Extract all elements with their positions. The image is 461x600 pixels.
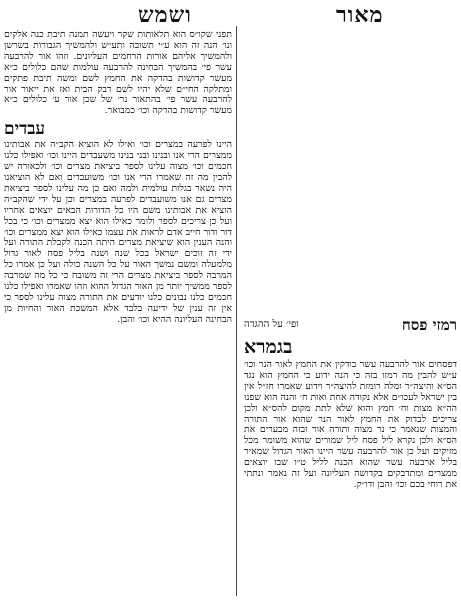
- left-column-title: ושמש: [138, 2, 192, 28]
- right-column-title: מאור: [336, 2, 384, 28]
- right-column: [244, 316, 457, 596]
- left-paragraph-2: היינו לפרעה במצרים וכו׳ ואילו לא הוציא הקב״ה את אבותינו ממצרים הרי אנו ובנינו ובני בנינו משעבדים היינו וכו׳ ואפילו כלנו חכמים וכו׳ מצוה עלינו לספר ביציאת מצרים וכו׳ ולכאורה יש להבין מה זה שאמרו הרי אנו וכו׳ משועבדים ואם לא הוציאנו היה נשאר בגלות עולמית ולמה ואם כן מה עלינו לספר ביציאת מצרים גם אנו משועבדים לפרעה במצרים וכן על ידי שהקב״ה הוציא את אבותינו משם היו כל הדורות הבאים יוצאים אחריו ועל כן צריכים לספר ולומר כאילו הוא יצא ממצרים וכו׳ כי בכל דור ודור חייב אדם לראות את עצמו כאילו הוא יצא ממצרים וכו׳ והנה הענין הוא שיציאת מצרים היתה הכנה לקבלת התורה ועל ידי זה זוכים ישראל בכל שנה ושנה בליל פסח לאור גדול מלמעלה ומשם נמשך האור על כל השנה כולה ועל כן אמרו כל המרבה לספר ביציאת מצרים הרי זה משובח כי כל מה שמרבה לספר ממשיך יותר מן האור הגדול ההוא וזהו שאמרו ואפילו כלנו חכמים כלנו נבונים כלנו יודעים את התורה מצוה עלינו לספר כי אין זה ענין של ידיעה בלבד אלא המשכת האור והחיות מן הבחינה העליונה ההיא וכו׳ והבן.: [4, 139, 232, 325]
- column-divider: [236, 26, 237, 596]
- right-section-title-sub: ופי׳ על ההגדה: [244, 319, 299, 330]
- left-column: [4, 30, 232, 596]
- left-section-heading: עבדים: [4, 119, 46, 140]
- right-section-title: [244, 316, 457, 334]
- left-paragraph-1: תפני שקו״ס הוא תלאותות שקר ויעשה תמנה תיבת כנה אלקים ונו׳ הנה זה הוא ע״י תשובה ותע״ש ולהמשיך הגבורות בשרשן ולהמשיך אליהם אורות הרחמים העליונים. וזהו אור להרבעה עשר פי׳ בהמשיך הבחינה להרבעה עולמות שהם כלולים כ״א מעשר קדושות בהדקה את החמץ לשם ומשה תיבת פתקים ומתלקה החי״ם שלא יהיו לשם דבק הבית ואז את ייאור אור להרבעה עשר פי׳ בהתאור נר׳ של שכן אור ע׳ כלולים כ״א מעשר קדושות בהדקה וכו׳ כמבואר.: [4, 30, 232, 117]
- page-header: [0, 2, 461, 28]
- right-paragraph: דפסחים אור להרבעה עשר בודקין את החמץ לאור הנר וכו׳ ע״ש להבין מה רמזו בזה כי הנה ידוע כי החמץ הוא נגד הס״א והיצה״ר ומלה רומזת להיצה״ר וידוע שאמרו חז״ל אין בין ישראל לעכו״ם אלא נקודה אחת ואות ח׳ והנה הוא שפנו הה״א מצות וח׳ חמץ והוא שלא לתת מקום להס״א ולכן צריכים לבדוק את החמץ לאור הנר שהוא אור התורה והמצות שנאמר כי נר מצוה ותורה אור ובזה מבערים את הס״א ולכן נקרא ליל פסח ליל שמורים שהוא משומר מכל מזיקים ועל כן אור להרבעה עשר היינו האור הגדול שמאיר בליל ארבעה עשר שהוא הכנה לליל ט״ו שבו יוצאים ממצרים ומתדבקים בקדושה העליונה ועל זה נאמר ונתתי את רוחי בכם וכו׳ והבן ודו״ק.: [244, 359, 457, 490]
- right-section-title-main: רמזי פסח: [401, 316, 457, 334]
- right-section-heading: בגמרא: [244, 336, 293, 358]
